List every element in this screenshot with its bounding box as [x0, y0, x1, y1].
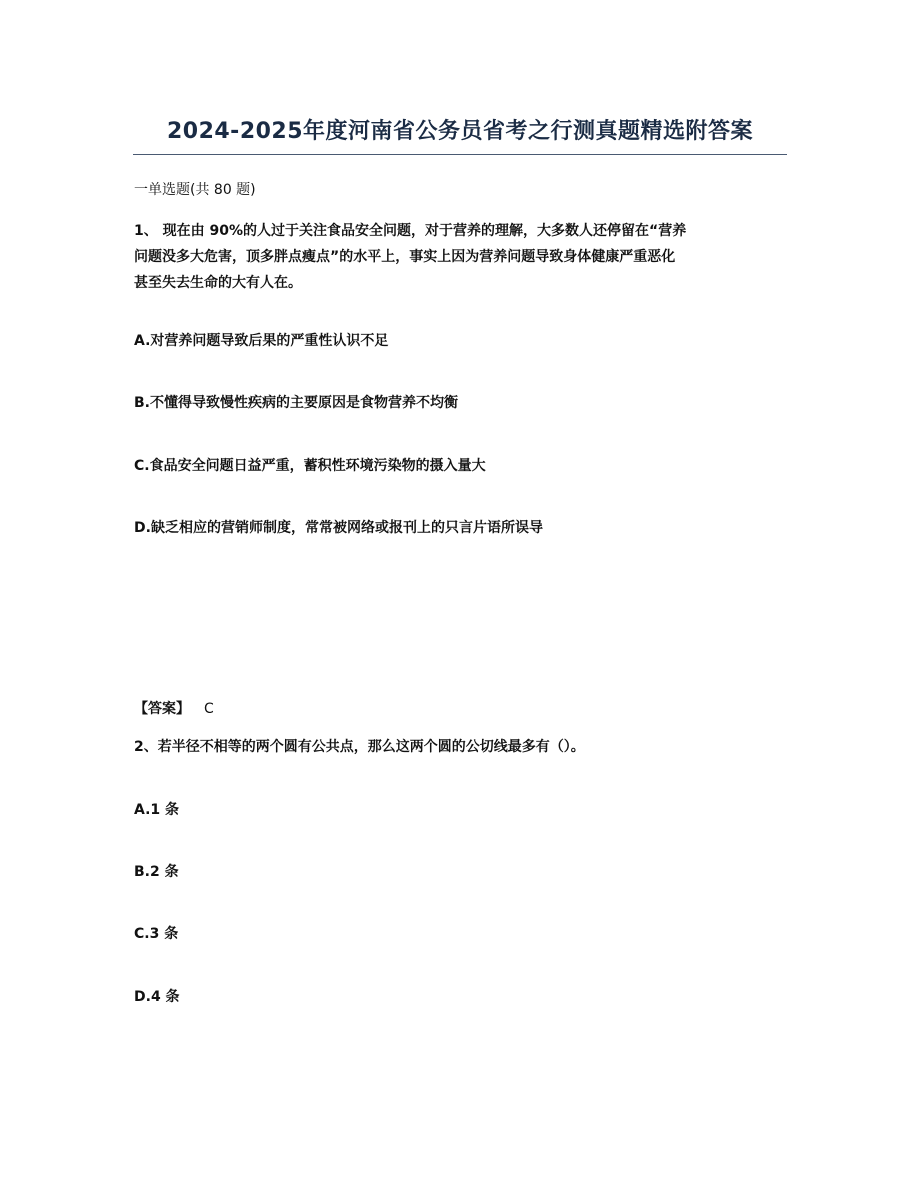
question-1-stem — [134, 218, 784, 296]
question-1-option-d: D.缺乏相应的营销师制度，常常被网络或报刊上的只言片语所误导 — [134, 520, 543, 536]
answer-label: 【答案】 — [134, 701, 190, 717]
question-2-stem: 2、若半径不相等的两个圆有公共点，那么这两个圆的公切线最多有（）。 — [134, 739, 585, 755]
question-2-option-b: B.2 条 — [134, 864, 179, 880]
question-1-option-b: B.不懂得导致慢性疾病的主要原因是食物营养不均衡 — [134, 395, 458, 411]
question-1-line: 1、 现在由 90%的人过于关注食品安全问题，对于营养的理解，大多数人还停留在“营养 — [134, 223, 687, 239]
title-divider — [133, 154, 787, 155]
question-1-line: 甚至失去生命的大有人在。 — [134, 275, 302, 291]
document-title: 2024-2025年度河南省公务员省考之行测真题精选附答案 — [166, 119, 754, 144]
question-1-option-a: A.对营养问题导致后果的严重性认识不足 — [134, 333, 389, 349]
question-2-option-d: D.4 条 — [134, 989, 180, 1005]
section-header: 一单选题(共 80 题) — [134, 182, 256, 198]
answer-value: C — [204, 701, 214, 717]
question-2-option-c: C.3 条 — [134, 926, 179, 942]
question-1-line: 问题没多大危害，顶多胖点瘦点”的水平上，事实上因为营养问题导致身体健康严重恶化 — [134, 249, 676, 265]
question-2-option-a: A.1 条 — [134, 802, 180, 818]
question-1-answer — [134, 697, 214, 721]
question-1-option-c: C.食品安全问题日益严重，蓄积性环境污染物的摄入量大 — [134, 458, 486, 474]
